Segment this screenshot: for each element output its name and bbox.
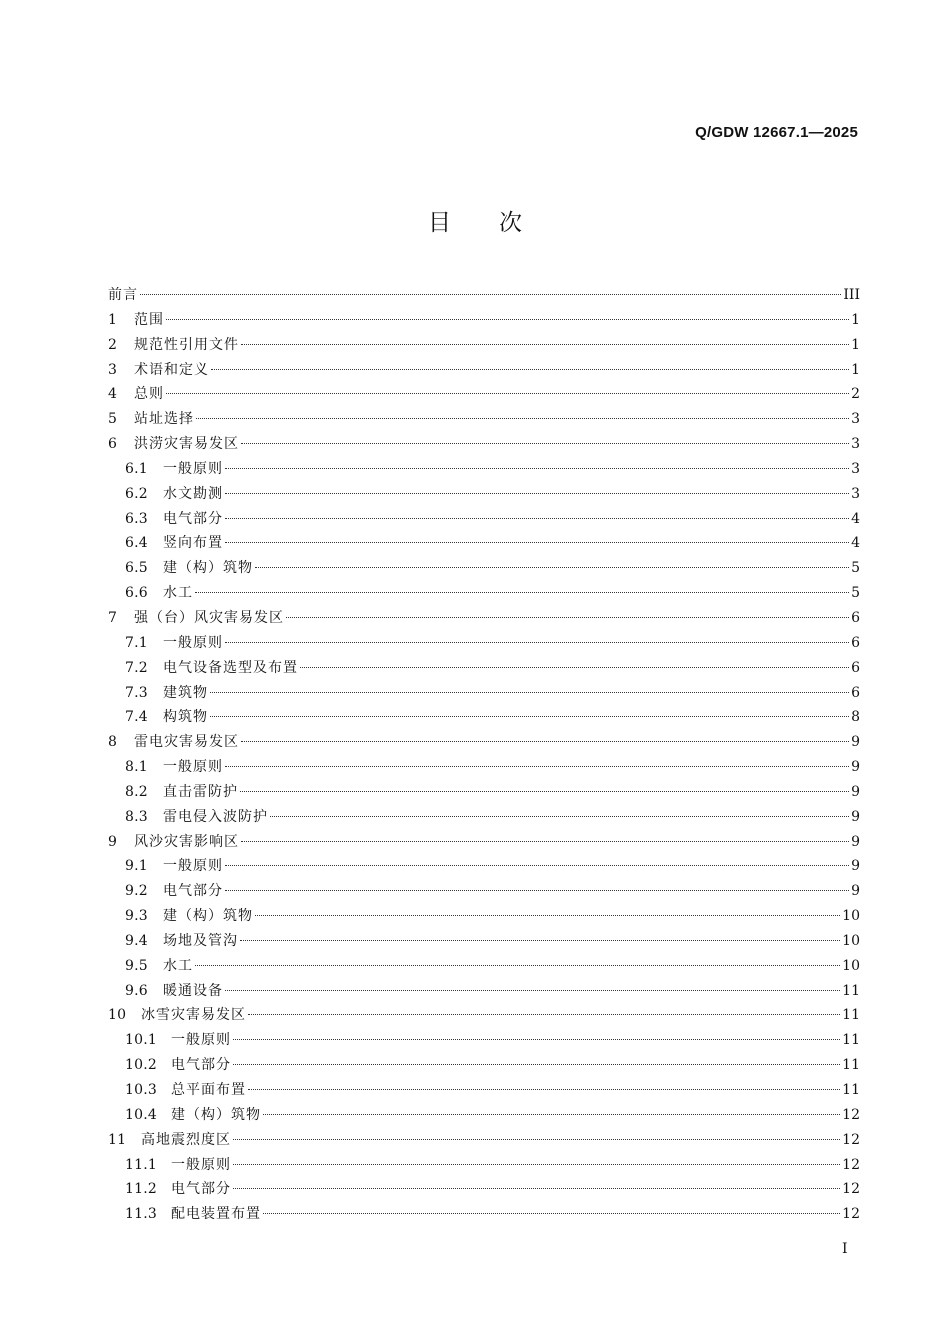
toc-entry-title: 电气部分 <box>163 510 223 527</box>
toc-entry-page: 8 <box>851 709 860 726</box>
toc-entry-number: 9.5 <box>125 957 148 974</box>
toc-entry-number: 7.2 <box>125 659 148 676</box>
toc-entry[interactable] <box>108 805 860 830</box>
toc-entry-number: 7.1 <box>125 634 148 651</box>
toc-entry[interactable] <box>108 1078 860 1103</box>
toc-entry[interactable] <box>108 358 860 383</box>
dot-leader <box>225 542 849 543</box>
toc-entry-number: 9.3 <box>125 908 148 925</box>
toc-entry-number: 9 <box>108 833 118 850</box>
toc-entry-page: 11 <box>842 1007 860 1024</box>
dot-leader <box>210 692 849 693</box>
toc-entry-title: 暖通设备 <box>163 982 223 999</box>
toc-entry-number: 3 <box>108 361 118 378</box>
dot-leader <box>241 741 849 742</box>
dot-leader <box>225 890 849 891</box>
dot-leader <box>300 667 849 668</box>
toc-entry-number: 5 <box>108 411 118 428</box>
toc-entry[interactable] <box>108 830 860 855</box>
toc-entry-page: 11 <box>842 1057 860 1074</box>
dot-leader <box>225 766 849 767</box>
toc-entry[interactable] <box>108 283 860 308</box>
toc-entry-title: 一般原则 <box>163 858 223 875</box>
toc-entry[interactable] <box>108 507 860 532</box>
toc-entry[interactable] <box>108 1053 860 1078</box>
toc-entry[interactable] <box>108 1128 860 1153</box>
toc-entry-number: 6.2 <box>125 485 148 502</box>
dot-leader <box>241 344 849 345</box>
toc-entry-page: III <box>843 287 860 303</box>
toc-entry-page: 9 <box>851 734 860 751</box>
toc-entry-number: 9.6 <box>125 982 148 999</box>
toc-entry-title: 范围 <box>134 311 164 328</box>
toc-entry-page: 11 <box>842 982 860 999</box>
toc-entry-number: 9.2 <box>125 883 148 900</box>
toc-entry-title: 电气部分 <box>163 883 223 900</box>
toc-entry-page: 10 <box>842 932 860 949</box>
dot-leader <box>196 418 849 419</box>
toc-entry-page: 10 <box>842 957 860 974</box>
dot-leader <box>286 617 849 618</box>
toc-entry-number: 11.2 <box>125 1181 157 1198</box>
toc-entry[interactable] <box>108 1103 860 1128</box>
document-code: Q/GDW 12667.1—2025 <box>695 124 858 141</box>
toc-entry[interactable] <box>108 1177 860 1202</box>
toc-entry[interactable] <box>108 656 860 681</box>
toc-entry[interactable] <box>108 432 860 457</box>
toc-title: 目次 <box>428 210 570 236</box>
toc-entry-title: 洪涝灾害易发区 <box>134 436 239 453</box>
toc-entry[interactable] <box>108 705 860 730</box>
toc-entry-title: 强（台）风灾害易发区 <box>134 609 284 626</box>
toc-entry-page: 1 <box>851 336 860 353</box>
toc-entry[interactable] <box>108 531 860 556</box>
toc-entry-page: 12 <box>842 1106 860 1123</box>
dot-leader <box>255 567 849 568</box>
toc-entry[interactable] <box>108 482 860 507</box>
dot-leader <box>240 791 849 792</box>
toc-entry[interactable] <box>108 1003 860 1028</box>
dot-leader <box>225 518 849 519</box>
toc-entry-title: 风沙灾害影响区 <box>134 833 239 850</box>
toc-entry[interactable] <box>108 879 860 904</box>
toc-entry-page: 12 <box>842 1181 860 1198</box>
toc-entry-page: 11 <box>842 1032 860 1049</box>
dot-leader <box>248 1014 840 1015</box>
toc-entry-page: 12 <box>842 1131 860 1148</box>
toc-entry-title: 一般原则 <box>163 759 223 776</box>
toc-entry-title: 构筑物 <box>163 709 208 726</box>
dot-leader <box>225 468 849 469</box>
toc-entry[interactable] <box>108 904 860 929</box>
toc-entry[interactable] <box>108 1202 860 1227</box>
toc-entry-title: 配电装置布置 <box>171 1206 261 1223</box>
toc-entry-number: 10 <box>108 1007 127 1024</box>
dot-leader <box>225 990 840 991</box>
toc-entry-title: 直击雷防护 <box>163 783 238 800</box>
toc-entry-page: 12 <box>842 1156 860 1173</box>
toc-entry-title: 高地震烈度区 <box>141 1131 231 1148</box>
dot-leader <box>255 915 840 916</box>
table-of-contents <box>108 283 860 1227</box>
toc-entry-number: 8 <box>108 734 118 751</box>
toc-entry-title: 水工 <box>163 957 193 974</box>
toc-entry-number: 9.4 <box>125 932 148 949</box>
toc-entry[interactable] <box>108 308 860 333</box>
dot-leader <box>233 1064 840 1065</box>
dot-leader <box>225 642 849 643</box>
toc-entry-number: 10.2 <box>125 1057 157 1074</box>
toc-entry[interactable] <box>108 1153 860 1178</box>
toc-entry-page: 3 <box>851 485 860 502</box>
toc-entry-title: 一般原则 <box>171 1156 231 1173</box>
toc-entry[interactable] <box>108 606 860 631</box>
dot-leader <box>195 592 849 593</box>
dot-leader <box>233 1164 840 1165</box>
dot-leader <box>140 294 841 295</box>
toc-entry[interactable] <box>108 581 860 606</box>
toc-entry-page: 3 <box>851 460 860 477</box>
dot-leader <box>263 1114 840 1115</box>
toc-entry-page: 1 <box>851 311 860 328</box>
toc-entry-number: 6.4 <box>125 535 148 552</box>
toc-entry-number: 11 <box>108 1131 127 1148</box>
toc-entry-number: 6.1 <box>125 460 148 477</box>
toc-entry-page: 4 <box>851 510 860 527</box>
toc-entry-title: 站址选择 <box>134 411 194 428</box>
toc-entry-number: 6 <box>108 436 118 453</box>
toc-entry-title: 一般原则 <box>171 1032 231 1049</box>
dot-leader <box>240 940 840 941</box>
toc-entry-page: 5 <box>851 585 860 602</box>
toc-entry-title: 术语和定义 <box>134 361 209 378</box>
toc-entry-page: 9 <box>851 833 860 850</box>
toc-entry-number: 7.4 <box>125 709 148 726</box>
dot-leader <box>225 493 849 494</box>
toc-entry-title: 前言 <box>108 287 138 303</box>
toc-entry-number: 6.3 <box>125 510 148 527</box>
toc-entry[interactable] <box>108 979 860 1004</box>
toc-entry-page: 6 <box>851 659 860 676</box>
toc-entry-title: 场地及管沟 <box>163 932 238 949</box>
dot-leader <box>211 369 849 370</box>
toc-entry[interactable] <box>108 681 860 706</box>
toc-entry-page: 9 <box>851 783 860 800</box>
toc-entry-number: 9.1 <box>125 858 148 875</box>
toc-entry-title: 建（构）筑物 <box>163 560 253 577</box>
toc-entry-number: 7.3 <box>125 684 148 701</box>
dot-leader <box>233 1039 840 1040</box>
dot-leader <box>241 443 849 444</box>
toc-entry-page: 12 <box>842 1206 860 1223</box>
toc-entry[interactable] <box>108 780 860 805</box>
toc-entry[interactable] <box>108 730 860 755</box>
toc-entry[interactable] <box>108 929 860 954</box>
toc-entry[interactable] <box>108 631 860 656</box>
toc-entry-page: 1 <box>851 361 860 378</box>
toc-entry-title: 竖向布置 <box>163 535 223 552</box>
toc-entry-title: 一般原则 <box>163 634 223 651</box>
toc-entry-page: 9 <box>851 883 860 900</box>
toc-entry[interactable] <box>108 333 860 358</box>
toc-entry-title: 冰雪灾害易发区 <box>141 1007 246 1024</box>
dot-leader <box>166 393 849 394</box>
toc-entry-number: 2 <box>108 336 118 353</box>
toc-entry-number: 11.3 <box>125 1206 157 1223</box>
toc-entry-title: 水文勘测 <box>163 485 223 502</box>
toc-entry-page: 6 <box>851 684 860 701</box>
toc-entry-number: 6.6 <box>125 585 148 602</box>
toc-entry-title: 建（构）筑物 <box>163 908 253 925</box>
toc-entry-page: 6 <box>851 609 860 626</box>
toc-entry-title: 电气设备选型及布置 <box>163 659 298 676</box>
toc-entry-title: 雷电侵入波防护 <box>163 808 268 825</box>
toc-entry-number: 11.1 <box>125 1156 157 1173</box>
dot-leader <box>270 816 849 817</box>
toc-entry-page: 3 <box>851 436 860 453</box>
dot-leader <box>225 865 849 866</box>
toc-entry-title: 建筑物 <box>163 684 208 701</box>
toc-entry-page: 6 <box>851 634 860 651</box>
toc-entry-number: 8.1 <box>125 759 148 776</box>
toc-entry-title: 建（构）筑物 <box>171 1106 261 1123</box>
toc-entry-page: 5 <box>851 560 860 577</box>
toc-entry-title: 一般原则 <box>163 460 223 477</box>
page-number: I <box>842 1241 848 1257</box>
toc-entry-page: 11 <box>842 1082 860 1098</box>
toc-entry-page: 10 <box>842 908 860 925</box>
toc-entry-title: 电气部分 <box>171 1057 231 1074</box>
dot-leader <box>233 1188 840 1189</box>
toc-entry-page: 2 <box>851 386 860 403</box>
toc-entry-number: 10.1 <box>125 1032 157 1049</box>
toc-entry-number: 1 <box>108 311 118 328</box>
dot-leader <box>248 1089 840 1090</box>
toc-entry[interactable] <box>108 954 860 979</box>
toc-entry-title: 总平面布置 <box>171 1082 246 1098</box>
dot-leader <box>166 319 849 320</box>
toc-entry[interactable] <box>108 755 860 780</box>
toc-entry[interactable] <box>108 407 860 432</box>
toc-entry-title: 电气部分 <box>171 1181 231 1198</box>
toc-entry-page: 9 <box>851 808 860 825</box>
toc-entry-page: 9 <box>851 858 860 875</box>
toc-entry[interactable] <box>108 457 860 482</box>
toc-entry-number: 7 <box>108 609 118 626</box>
toc-entry-page: 4 <box>851 535 860 552</box>
toc-entry-number: 8.2 <box>125 783 148 800</box>
dot-leader <box>233 1139 840 1140</box>
dot-leader <box>241 841 849 842</box>
dot-leader <box>263 1213 840 1214</box>
toc-entry-number: 8.3 <box>125 808 148 825</box>
toc-entry-title: 水工 <box>163 585 193 602</box>
dot-leader <box>195 965 840 966</box>
toc-entry-number: 10.3 <box>125 1082 157 1098</box>
toc-entry-page: 3 <box>851 411 860 428</box>
toc-entry-number: 6.5 <box>125 560 148 577</box>
toc-entry-title: 总则 <box>134 386 164 403</box>
toc-entry-title: 雷电灾害易发区 <box>134 734 239 751</box>
toc-entry[interactable] <box>108 556 860 581</box>
toc-entry-number: 10.4 <box>125 1106 157 1123</box>
toc-entry[interactable] <box>108 382 860 407</box>
toc-entry-title: 规范性引用文件 <box>134 336 239 353</box>
dot-leader <box>210 716 849 717</box>
toc-entry[interactable] <box>108 854 860 879</box>
toc-entry-number: 4 <box>108 386 118 403</box>
toc-entry[interactable] <box>108 1028 860 1053</box>
toc-entry-page: 9 <box>851 759 860 776</box>
